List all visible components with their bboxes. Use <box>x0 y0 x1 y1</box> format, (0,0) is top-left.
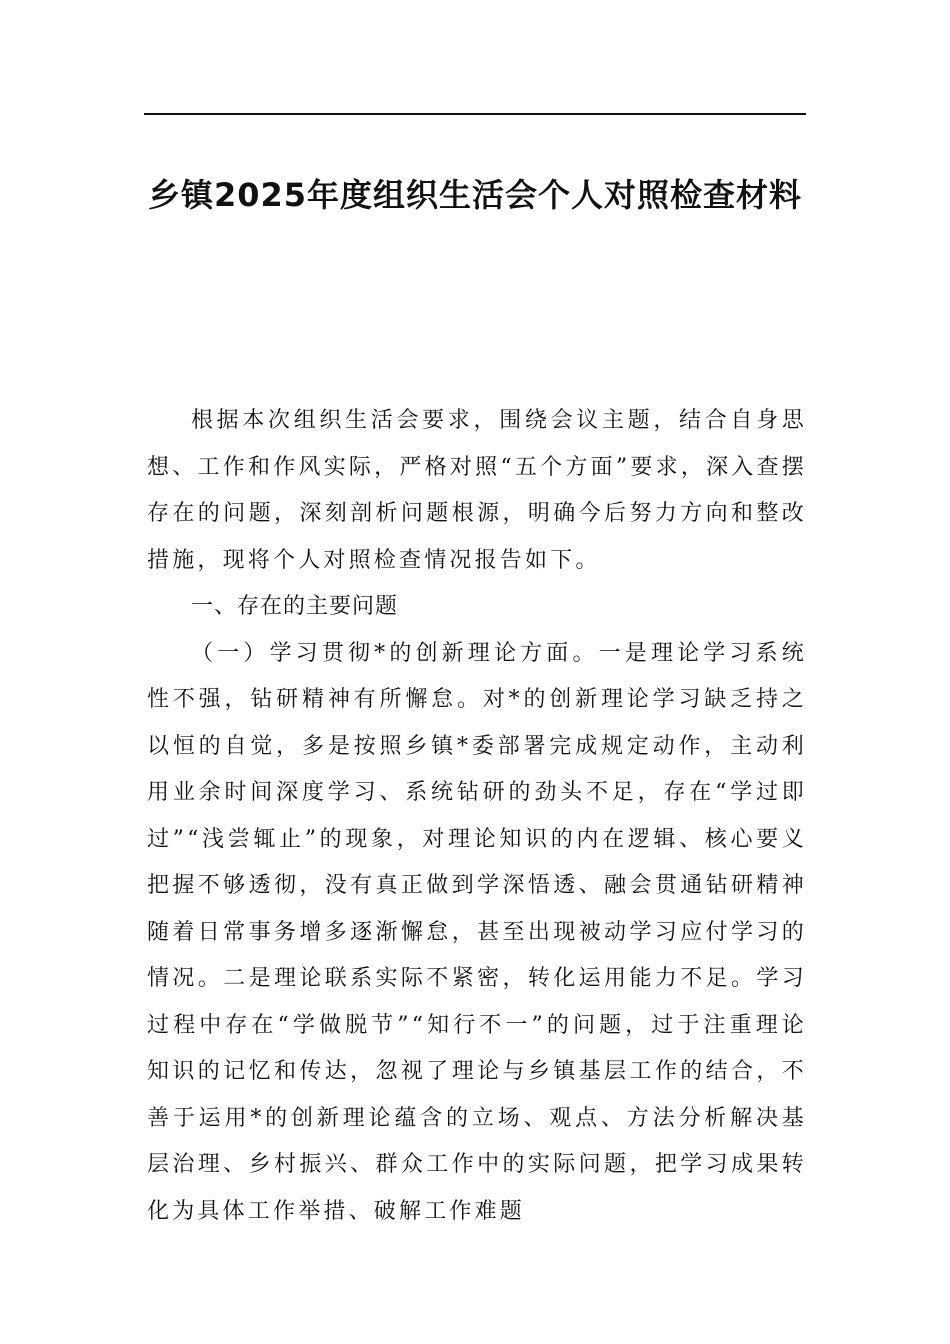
intro-paragraph: 根据本次组织生活会要求，围绕会议主题，结合自身思想、工作和作风实际，严格对照“五个方面”要求，深入查摆存在的问题，深刻剖析问题根源，明确今后努力方向和整改措施，现将个人对照检查情况报告如下。 <box>147 408 807 573</box>
document-body <box>147 398 807 1235</box>
header-rule <box>144 113 806 115</box>
subsection-paragraph <box>147 631 807 1236</box>
subsection-heading: （一）学习贯彻*的创新理论方面。 <box>191 640 599 666</box>
document-title: 乡镇2025年度组织生活会个人对照检查材料 <box>147 176 803 214</box>
subsection-body: 一是理论学习系统性不强，钻研精神有所懈怠。对*的创新理论学习缺乏持之以恒的自觉，多是按照乡镇*委部署完成规定动作，主动利用业余时间深度学习、系统钻研的劲头不足，存在“学过即过”“浅尝辄止”的现象，对理论知识的内在逻辑、核心要义把握不够透彻，没有真正做到学深悟透、融会贯通钻研精神随着日常事务增多逐渐懈怠，甚至出现被动学习应付学习的情况。二是理论联系实际不紧密，转化运用能力不足。学习过程中存在“学做脱节”“知行不一”的问题，过于注重理论知识的记忆和传达，忽视了理论与乡镇基层工作的结合，不善于运用*的创新理论蕴含的立场、观点、方法分析解决基层治理、乡村振兴、群众工作中的实际问题，把学习成果转化为具体工作举措、破解工作难题 <box>147 640 807 1224</box>
section-heading-problems: 一、存在的主要问题 <box>191 594 399 619</box>
